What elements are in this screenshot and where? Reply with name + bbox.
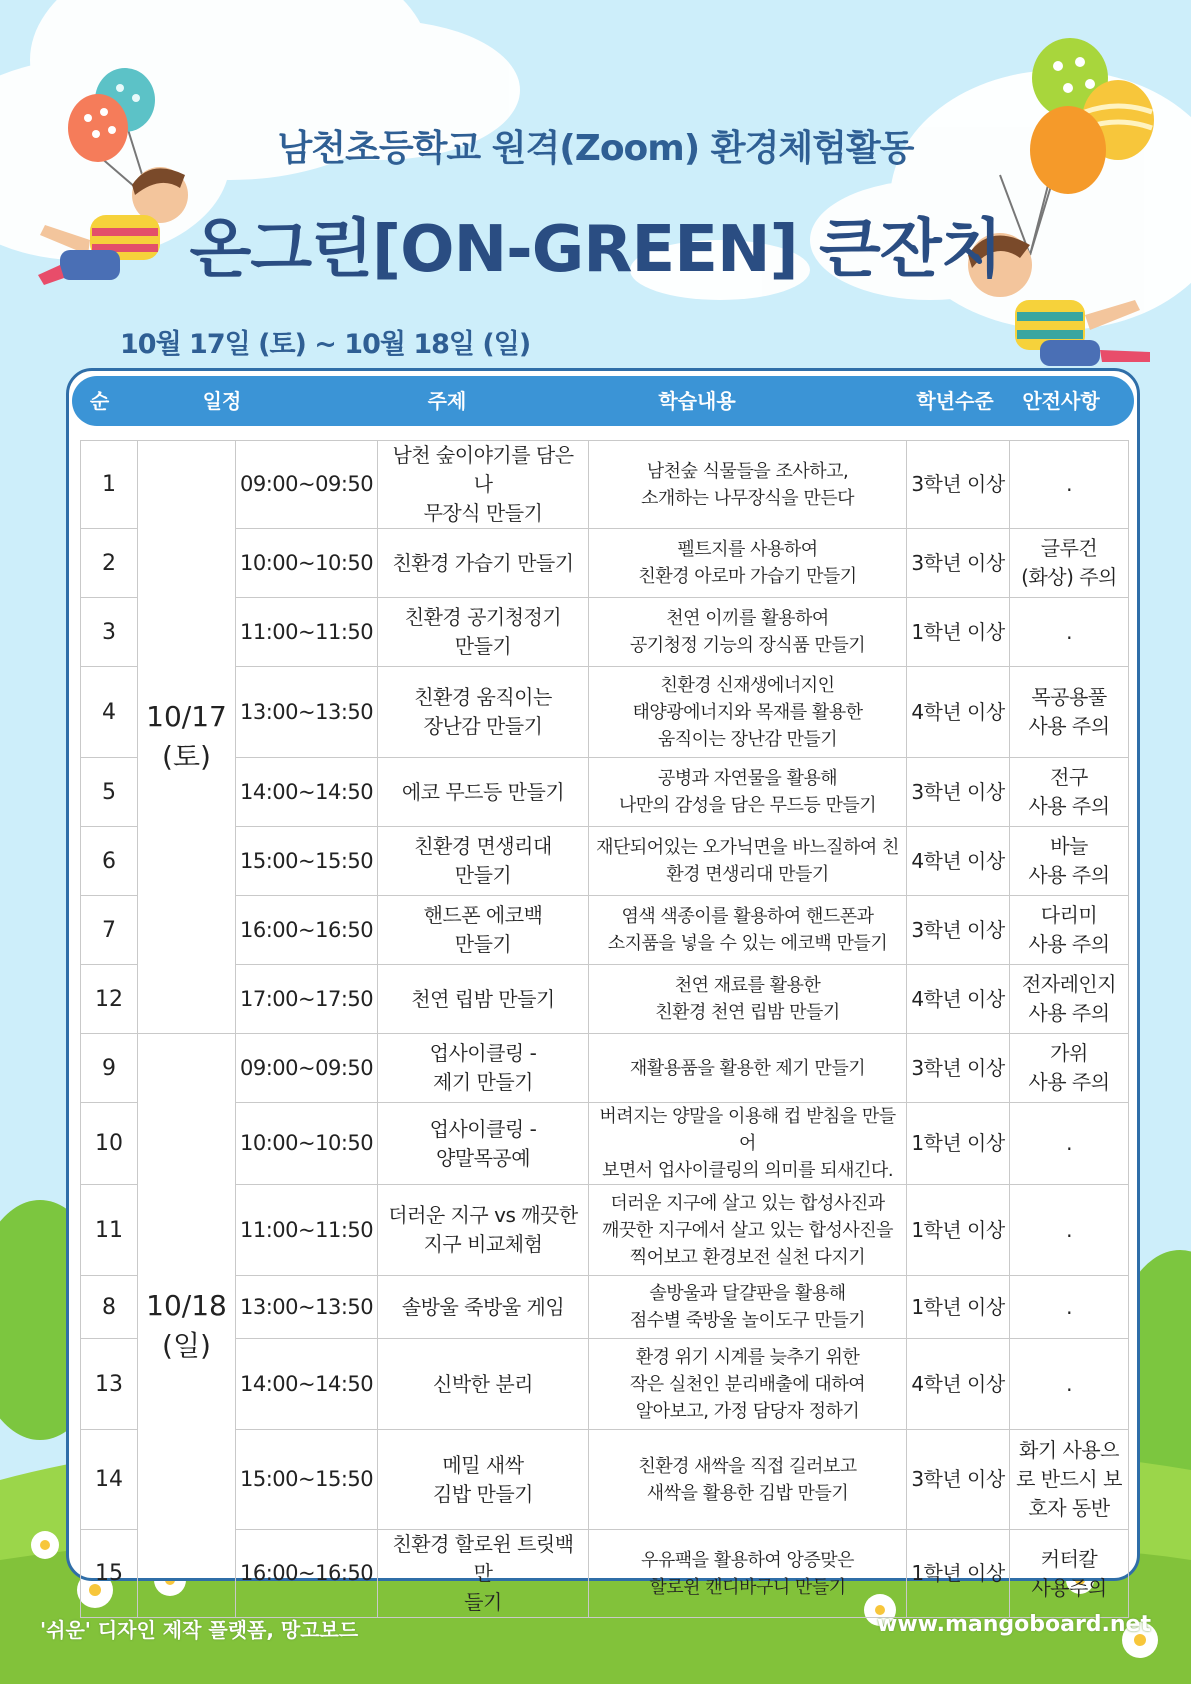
cell-topic: 친환경 면생리대 만들기 [378, 827, 589, 896]
header-no: 순 [89, 389, 110, 413]
table-row [81, 598, 1129, 667]
table-row [81, 1339, 1129, 1430]
cell-time: 15:00~15:50 [236, 827, 378, 896]
date-range: 10월 17일 (토) ~ 10월 18일 (일) [120, 329, 531, 360]
cell-content: 천연 이끼를 활용하여 공기청정 기능의 장식품 만들기 [589, 598, 907, 667]
table-row [81, 1276, 1129, 1339]
day-weekday: (일) [162, 1328, 211, 1362]
cell-topic: 친환경 공기청정기 만들기 [378, 598, 589, 667]
table-row [81, 965, 1129, 1034]
schedule-table [80, 440, 1129, 1618]
cell-topic: 솔방울 죽방울 게임 [378, 1276, 589, 1339]
cell-content: 펠트지를 사용하여 친환경 아로마 가습기 만들기 [589, 529, 907, 598]
cell-topic: 핸드폰 에코백 만들기 [378, 896, 589, 965]
cell-content: 버려지는 양말을 이용해 컵 받침을 만들어 보면서 업사이클링의 의미를 되새긴다. [589, 1103, 907, 1185]
cell-topic: 남천 숲이야기를 담은 나 무장식 만들기 [378, 441, 589, 529]
cell-content: 솔방울과 달걀판을 활용해 점수별 죽방울 놀이도구 만들기 [589, 1276, 907, 1339]
table-row [81, 667, 1129, 758]
cell-time: 11:00~11:50 [236, 1185, 378, 1276]
cell-safety: 글루건 (화상) 주의 [1010, 529, 1129, 598]
table-row [81, 1185, 1129, 1276]
cell-safety: . [1010, 1185, 1129, 1276]
cell-day [138, 1034, 236, 1618]
cell-content: 재단되어있는 오가닉면을 바느질하여 친 환경 면생리대 만들기 [589, 827, 907, 896]
table-row [81, 1034, 1129, 1103]
cell-time: 15:00~15:50 [236, 1430, 378, 1530]
event-subtitle: 남천초등학교 원격(Zoom) 환경체험활동 [277, 128, 914, 169]
day-weekday: (토) [162, 740, 211, 773]
cell-content: 더러운 지구에 살고 있는 합성사진과 깨끗한 지구에서 살고 있는 합성사진을 찍어보고 환경보전 실천 다지기 [589, 1185, 907, 1276]
cell-content: 친환경 신재생에너지인 태양광에너지와 목재를 활용한 움직이는 장난감 만들기 [589, 667, 907, 758]
header-content: 학습내용 [658, 389, 736, 413]
cell-content: 염색 색종이를 활용하여 핸드폰과 소지품을 넣을 수 있는 에코백 만들기 [589, 896, 907, 965]
table-row [81, 1430, 1129, 1530]
cell-time: 10:00~10:50 [236, 529, 378, 598]
table-row [81, 827, 1129, 896]
cell-no: 3 [81, 598, 138, 667]
cell-topic: 더러운 지구 vs 깨끗한 지구 비교체험 [378, 1185, 589, 1276]
cell-safety: 가위 사용 주의 [1010, 1034, 1129, 1103]
cell-no: 8 [81, 1276, 138, 1339]
cell-topic: 친환경 움직이는 장난감 만들기 [378, 667, 589, 758]
table-row [81, 441, 1129, 529]
cell-topic: 친환경 가습기 만들기 [378, 529, 589, 598]
cell-no: 5 [81, 758, 138, 827]
cell-topic: 에코 무드등 만들기 [378, 758, 589, 827]
cell-topic: 천연 립밤 만들기 [378, 965, 589, 1034]
cell-no: 11 [81, 1185, 138, 1276]
header-topic: 주제 [427, 389, 467, 413]
cell-grade: 4학년 이상 [907, 827, 1010, 896]
cell-no: 10 [81, 1103, 138, 1185]
cell-content: 우유팩을 활용하여 앙증맞은 할로윈 캔디바구니 만들기 [589, 1530, 907, 1618]
cell-grade: 1학년 이상 [907, 1103, 1010, 1185]
cell-no: 7 [81, 896, 138, 965]
cell-topic: 업사이클링 - 양말목공예 [378, 1103, 589, 1185]
cell-content: 천연 재료를 활용한 친환경 천연 립밤 만들기 [589, 965, 907, 1034]
footer-platform: '쉬운' 디자인 제작 플랫폼, 망고보드 [40, 1618, 359, 1642]
cell-grade: 3학년 이상 [907, 1430, 1010, 1530]
day-date: 10/17 [146, 700, 227, 733]
cell-safety: . [1010, 1276, 1129, 1339]
cell-safety: . [1010, 441, 1129, 529]
cell-content: 공병과 자연물을 활용해 나만의 감성을 담은 무드등 만들기 [589, 758, 907, 827]
cell-safety: 전자레인지 사용 주의 [1010, 965, 1129, 1034]
table-row [81, 896, 1129, 965]
cell-time: 09:00~09:50 [236, 1034, 378, 1103]
cell-time: 10:00~10:50 [236, 1103, 378, 1185]
header-safety: 안전사항 [1022, 389, 1100, 413]
cell-time: 14:00~14:50 [236, 758, 378, 827]
cell-no: 13 [81, 1339, 138, 1430]
cell-safety: 화기 사용으 로 반드시 보 호자 동반 [1010, 1430, 1129, 1530]
cell-grade: 4학년 이상 [907, 1339, 1010, 1430]
table-row [81, 1530, 1129, 1618]
cell-safety: 전구 사용 주의 [1010, 758, 1129, 827]
cell-time: 16:00~16:50 [236, 1530, 378, 1618]
cell-topic: 친환경 할로윈 트릿백 만 들기 [378, 1530, 589, 1618]
cell-content: 친환경 새싹을 직접 길러보고 새싹을 활용한 김밥 만들기 [589, 1430, 907, 1530]
cell-safety: . [1010, 1103, 1129, 1185]
table-header [72, 376, 1134, 426]
cell-grade: 3학년 이상 [907, 529, 1010, 598]
cell-safety: 다리미 사용 주의 [1010, 896, 1129, 965]
header-grade: 학년수준 [916, 389, 994, 413]
cell-grade: 1학년 이상 [907, 1185, 1010, 1276]
cell-grade: 3학년 이상 [907, 1034, 1010, 1103]
cell-content: 재활용품을 활용한 제기 만들기 [589, 1034, 907, 1103]
cell-grade: 3학년 이상 [907, 758, 1010, 827]
table-row [81, 529, 1129, 598]
cell-time: 16:00~16:50 [236, 896, 378, 965]
cell-safety: . [1010, 1339, 1129, 1430]
header-schedule: 일정 [202, 389, 242, 413]
cell-no: 4 [81, 667, 138, 758]
cell-time: 11:00~11:50 [236, 598, 378, 667]
cell-grade: 3학년 이상 [907, 441, 1010, 529]
cell-safety: 커터칼 사용주의 [1010, 1530, 1129, 1618]
cell-no: 2 [81, 529, 138, 598]
cell-grade: 1학년 이상 [907, 1276, 1010, 1339]
cell-grade: 3학년 이상 [907, 896, 1010, 965]
day-date: 10/18 [146, 1288, 227, 1322]
cell-no: 9 [81, 1034, 138, 1103]
cell-safety: 목공용풀 사용 주의 [1010, 667, 1129, 758]
cell-grade: 4학년 이상 [907, 965, 1010, 1034]
cell-safety: 바늘 사용 주의 [1010, 827, 1129, 896]
cell-topic: 메밀 새싹 김밥 만들기 [378, 1430, 589, 1530]
cell-safety: . [1010, 598, 1129, 667]
cell-no: 15 [81, 1530, 138, 1618]
cell-no: 1 [81, 441, 138, 529]
cell-time: 17:00~17:50 [236, 965, 378, 1034]
cell-topic: 신박한 분리 [378, 1339, 589, 1430]
cell-time: 13:00~13:50 [236, 667, 378, 758]
cell-content: 남천숲 식물들을 조사하고, 소개하는 나무장식을 만든다 [589, 441, 907, 529]
cell-topic: 업사이클링 - 제기 만들기 [378, 1034, 589, 1103]
cell-grade: 4학년 이상 [907, 667, 1010, 758]
cell-time: 09:00~09:50 [236, 441, 378, 529]
table-row [81, 758, 1129, 827]
cell-time: 13:00~13:50 [236, 1276, 378, 1339]
event-title: 온그린[ON-GREEN] 큰잔치 [189, 213, 1002, 287]
cell-grade: 1학년 이상 [907, 1530, 1010, 1618]
footer-url[interactable]: www.mangoboard.net [877, 1612, 1151, 1637]
cell-no: 6 [81, 827, 138, 896]
cell-content: 환경 위기 시계를 늦추기 위한 작은 실천인 분리배출에 대하여 알아보고, 가정 담당자 정하기 [589, 1339, 907, 1430]
cell-no: 12 [81, 965, 138, 1034]
cell-no: 14 [81, 1430, 138, 1530]
cell-grade: 1학년 이상 [907, 598, 1010, 667]
table-row [81, 1103, 1129, 1185]
cell-time: 14:00~14:50 [236, 1339, 378, 1430]
cell-day [138, 441, 236, 1034]
